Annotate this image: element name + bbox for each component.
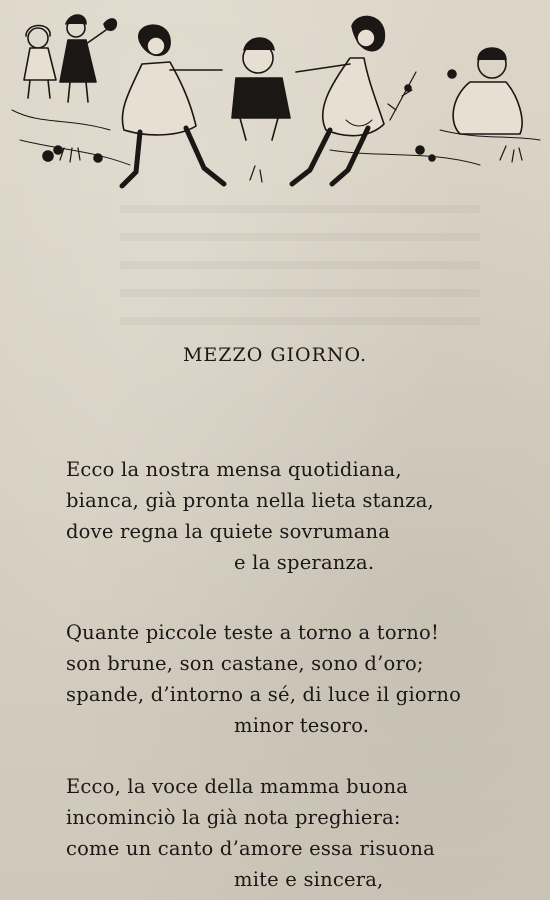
stanza-3-line-2: incominciò la già nota preghiera: xyxy=(66,806,401,829)
sitting-child-right xyxy=(453,48,522,134)
stanza-1-line-4: e la speranza. xyxy=(234,551,375,574)
stanza-1 xyxy=(66,454,526,578)
dark-dress-child xyxy=(60,15,106,102)
stanza-2 xyxy=(66,617,526,741)
stanza-1-line-1: Ecco la nostra mensa quotidiana, xyxy=(66,458,402,481)
dancing-girl-left xyxy=(122,25,224,186)
stanza-2-line-2: son brune, son castane, sono d’oro; xyxy=(66,652,424,675)
swinging-child-center xyxy=(232,38,290,140)
stanza-2-line-3: spande, d’intorno a sé, di luce il giorno xyxy=(66,683,462,706)
show-through-text xyxy=(120,205,480,325)
stanza-3-line-4: mite e sincera, xyxy=(234,868,384,891)
stanza-3-line-3: come un canto d’amore essa risuona xyxy=(66,837,435,860)
stanza-2-line-4: minor tesoro. xyxy=(234,714,370,737)
stanza-3-line-1: Ecco, la voce della mamma buona xyxy=(66,775,409,798)
stanza-2-line-1: Quante piccole teste a torno a torno! xyxy=(66,621,440,644)
stanza-1-line-2: bianca, già pronta nella lieta stanza, xyxy=(66,489,434,512)
poem-title: MEZZO GIORNO. xyxy=(182,344,368,366)
children-dancing-illustration xyxy=(0,0,550,210)
stanza-1-line-3: dove regna la quiete sovrumana xyxy=(66,520,391,543)
dancing-girl-right xyxy=(292,17,384,184)
small-child-left xyxy=(24,26,56,99)
stanza-3 xyxy=(66,771,526,895)
